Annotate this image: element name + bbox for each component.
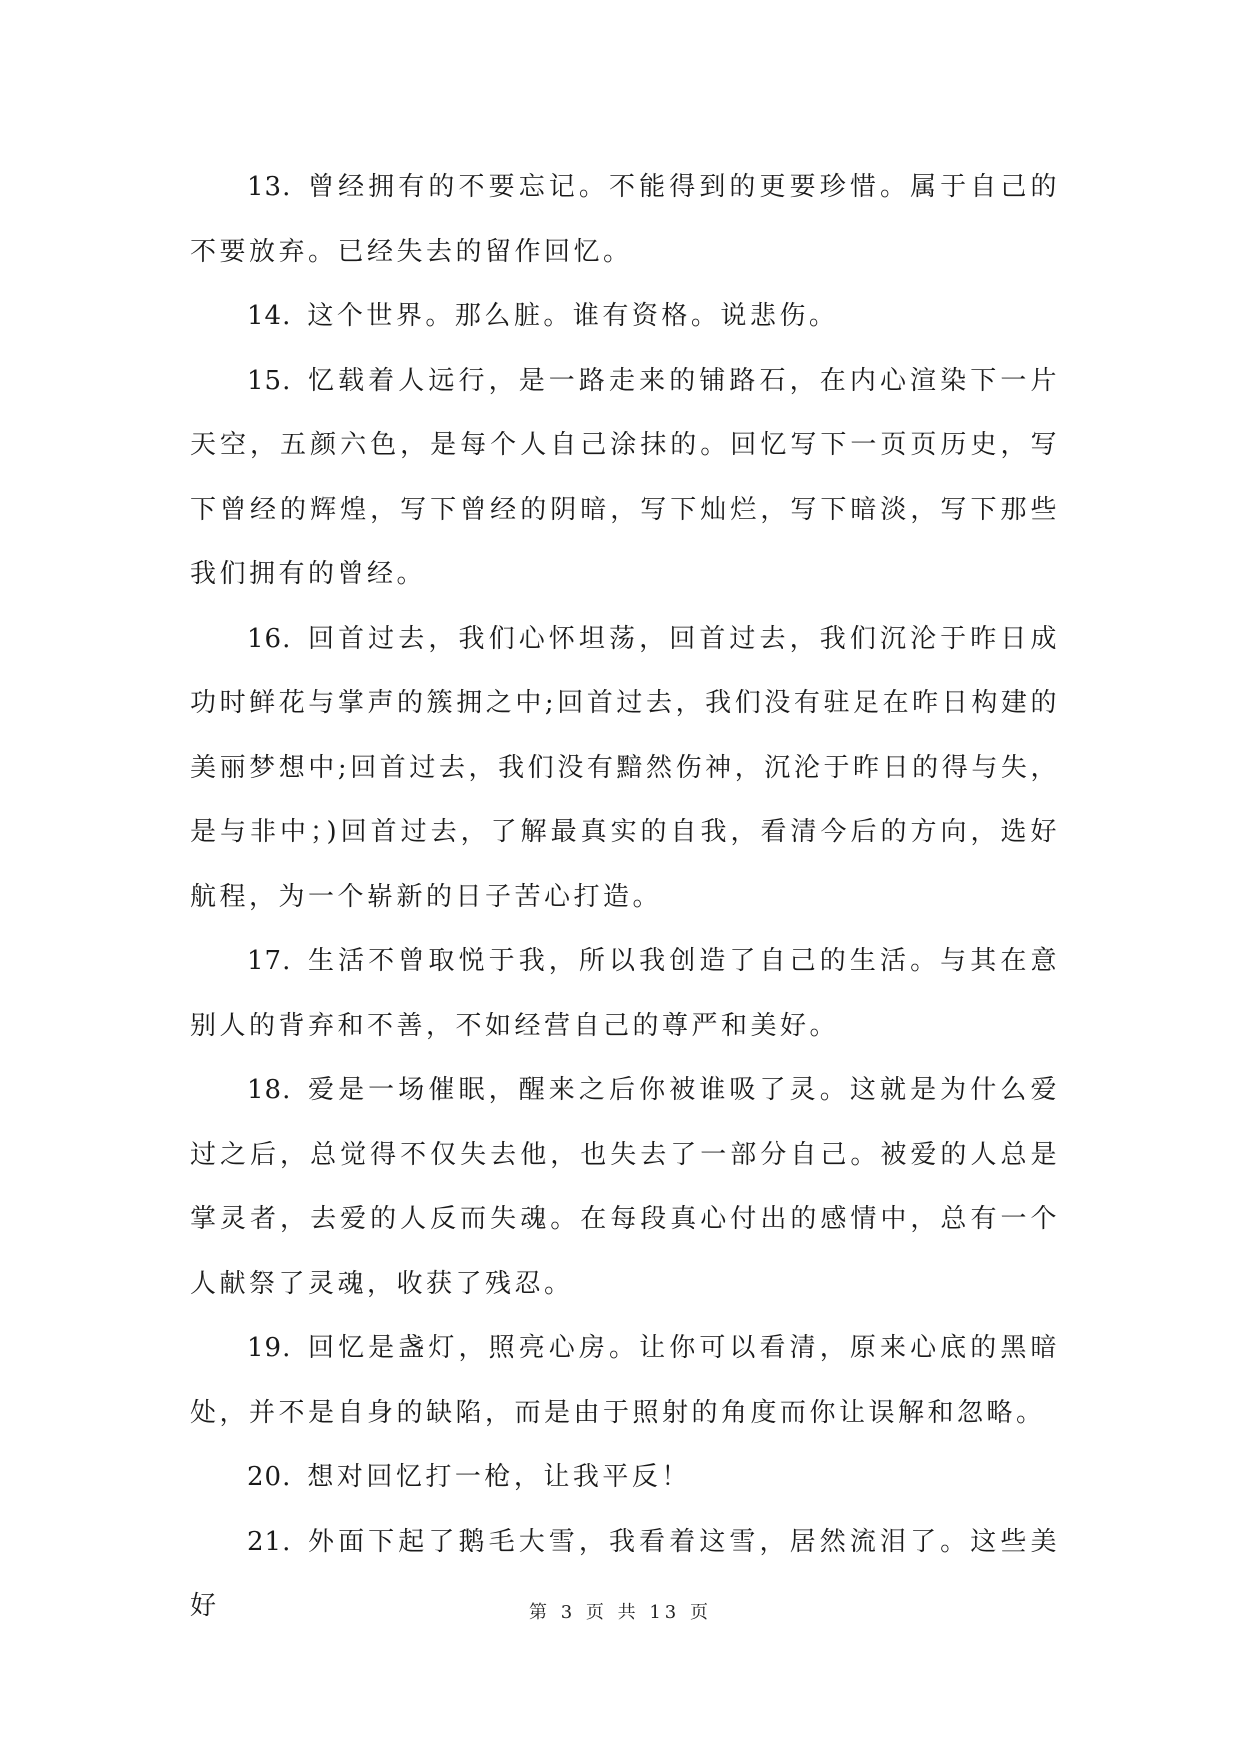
paragraph-text: 外面下起了鹅毛大雪，我看着这雪，居然流泪了。这些美好 (190, 1526, 1060, 1621)
paragraph-number: 16. (247, 623, 292, 654)
paragraph-number: 14. (247, 301, 292, 331)
paragraph-number: 20. (247, 1462, 292, 1492)
paragraph-14 (190, 284, 1060, 349)
paragraph-text: 回忆是盏灯，照亮心房。让你可以看清，原来心底的黑暗处，并不是自身的缺陷，而是由于照射的角度而你让误解和忽略。 (190, 1333, 1060, 1428)
paragraph-text: 忆载着人远行，是一路走来的铺路石，在内心渲染下一片天空，五颜六色，是每个人自己涂抹的。回忆写下一页页历史，写下曾经的辉煌，写下曾经的阴暗，写下灿烂，写下暗淡，写下那些我们拥有的曾经。 (190, 365, 1060, 589)
paragraph-15 (190, 349, 1060, 607)
page-footer: 第 3 页 共 13 页 (529, 1602, 712, 1623)
paragraph-number: 21. (247, 1526, 292, 1557)
paragraph-16 (190, 607, 1060, 930)
paragraph-number: 15. (247, 365, 292, 396)
paragraph-17 (190, 929, 1060, 1058)
paragraph-13 (190, 155, 1060, 284)
paragraph-text: 这个世界。那么脏。谁有资格。说悲伤。 (307, 301, 839, 331)
paragraph-number: 18. (247, 1075, 292, 1105)
paragraph-18 (190, 1058, 1060, 1316)
paragraph-number: 17. (247, 946, 292, 976)
paragraph-text: 回首过去，我们心怀坦荡，回首过去，我们沉沦于昨日成功时鲜花与掌声的簇拥之中;回首过去，我们没有驻足在昨日构建的美丽梦想中;回首过去，我们没有黯然伤神，沉沦于昨日的得与失，是与非中；)回首过去，了解最真实的自我，看清今后的方向，选好航程，为一个崭新的日子苦心打造。 (190, 623, 1060, 912)
paragraph-19 (190, 1316, 1060, 1445)
paragraph-number: 13. (247, 172, 292, 202)
paragraph-number: 19. (247, 1333, 292, 1363)
paragraph-text: 想对回忆打一枪，让我平反！ (307, 1462, 691, 1492)
paragraph-text: 生活不曾取悦于我，所以我创造了自己的生活。与其在意别人的背弃和不善，不如经营自己的尊严和美好。 (190, 946, 1060, 1041)
paragraph-text: 爱是一场催眠，醒来之后你被谁吸了灵。这就是为什么爱过之后，总觉得不仅失去他，也失去了一部分自己。被爱的人总是掌灵者，去爱的人反而失魂。在每段真心付出的感情中，总有一个人献祭了灵魂，收获了残忍。 (190, 1075, 1060, 1299)
document-body (190, 155, 1060, 1639)
paragraph-text: 曾经拥有的不要忘记。不能得到的更要珍惜。属于自己的不要放弃。已经失去的留作回忆。 (190, 172, 1060, 267)
paragraph-20 (190, 1445, 1060, 1510)
